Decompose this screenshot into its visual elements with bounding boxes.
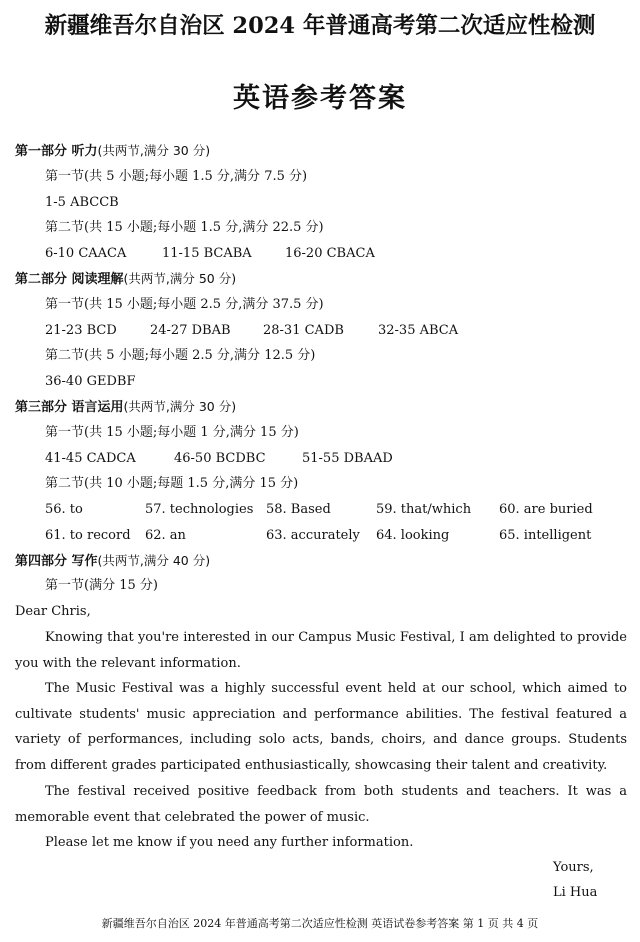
part1-heading: 第一部分 听力 bbox=[15, 144, 98, 159]
letter-paragraph-1: Knowing that you're interested in our Campus Music Festival, I am delighted to provide you with the relevant information. bbox=[15, 630, 627, 671]
letter-greeting: Dear Chris, bbox=[15, 604, 91, 619]
page-footer: 新疆维吾尔自治区 2024 年普通高考第二次适应性检测 英语试卷参考答案 第 1 页 共 4 页 bbox=[101, 917, 539, 930]
answer-run: 32-35 ABCA bbox=[378, 323, 459, 338]
letter-closing: Yours, bbox=[553, 860, 594, 875]
fill-answer: 56. to bbox=[45, 502, 83, 517]
part3-sec2-label: 第二节(共 10 小题;每题 1.5 分,满分 15 分) bbox=[45, 476, 299, 491]
answer-run: 16-20 CBACA bbox=[285, 246, 375, 261]
answer-run: 36-40 GEDBF bbox=[45, 374, 136, 389]
answer-run: 11-15 BCABA bbox=[162, 246, 252, 261]
letter-signature: Li Hua bbox=[553, 885, 598, 900]
part1-sec2-label: 第二节(共 15 小题;每小题 1.5 分,满分 22.5 分) bbox=[45, 220, 324, 235]
part2-note: (共两节,满分 50 分) bbox=[123, 271, 237, 286]
fill-answer: 61. to record bbox=[45, 528, 131, 543]
fill-answer: 64. looking bbox=[376, 528, 450, 543]
part4-heading-row bbox=[15, 553, 210, 570]
letter-paragraph-2: The Music Festival was a highly successful event held at our school, which aimed to cultivate students' music appreciation and performance abilities. The festival featured a variety of performances, including solo acts, bands, choirs, and dance groups. Students from different grades participated enthusiastically, showcasing their talent and creativity. bbox=[15, 681, 627, 773]
letter-paragraph-3: The festival received positive feedback from both students and teachers. It was a memorable event that celebrated the power of music. bbox=[15, 784, 627, 825]
fill-answer: 57. technologies bbox=[145, 502, 254, 517]
part1-heading-row bbox=[15, 143, 210, 160]
part3-heading-row bbox=[15, 399, 236, 416]
letter-paragraph-4: Please let me know if you need any further information. bbox=[45, 835, 414, 850]
part2-heading-row bbox=[15, 271, 236, 288]
answer-run: 1-5 ABCCB bbox=[45, 195, 119, 210]
answer-run: 6-10 CAACA bbox=[45, 246, 127, 261]
part2-sec1-label: 第一节(共 15 小题;每小题 2.5 分,满分 37.5 分) bbox=[45, 297, 324, 312]
answer-run: 46-50 BCDBC bbox=[174, 451, 266, 466]
fill-answer: 63. accurately bbox=[266, 528, 360, 543]
fill-answer: 60. are buried bbox=[499, 502, 593, 517]
answer-run: 28-31 CADB bbox=[263, 323, 344, 338]
answer-run: 51-55 DBAAD bbox=[302, 451, 393, 466]
fill-answer: 59. that/which bbox=[376, 502, 472, 517]
answer-run: 41-45 CADCA bbox=[45, 451, 136, 466]
document-subtitle: 英语参考答案 bbox=[233, 83, 407, 114]
part3-sec1-label: 第一节(共 15 小题;每小题 1 分,满分 15 分) bbox=[45, 425, 299, 440]
part4-heading: 第四部分 写作 bbox=[15, 554, 98, 569]
fill-answer: 58. Based bbox=[266, 502, 331, 517]
part3-note: (共两节,满分 30 分) bbox=[123, 399, 237, 414]
part4-note: (共两节,满分 40 分) bbox=[97, 553, 211, 568]
part3-heading: 第三部分 语言运用 bbox=[15, 400, 124, 415]
part1-note: (共两节,满分 30 分) bbox=[97, 143, 211, 158]
part1-sec1-label: 第一节(共 5 小题;每小题 1.5 分,满分 7.5 分) bbox=[45, 169, 308, 184]
part2-heading: 第二部分 阅读理解 bbox=[15, 272, 124, 287]
document-title: 新疆维吾尔自治区 2024 年普通高考第二次适应性检测 bbox=[44, 13, 596, 39]
part4-sec1-label: 第一节(满分 15 分) bbox=[45, 578, 158, 593]
answer-run: 24-27 DBAB bbox=[150, 323, 231, 338]
part2-sec2-label: 第二节(共 5 小题;每小题 2.5 分,满分 12.5 分) bbox=[45, 348, 316, 363]
fill-answer: 62. an bbox=[145, 528, 186, 543]
fill-answer: 65. intelligent bbox=[499, 528, 592, 543]
answer-run: 21-23 BCD bbox=[45, 323, 117, 338]
